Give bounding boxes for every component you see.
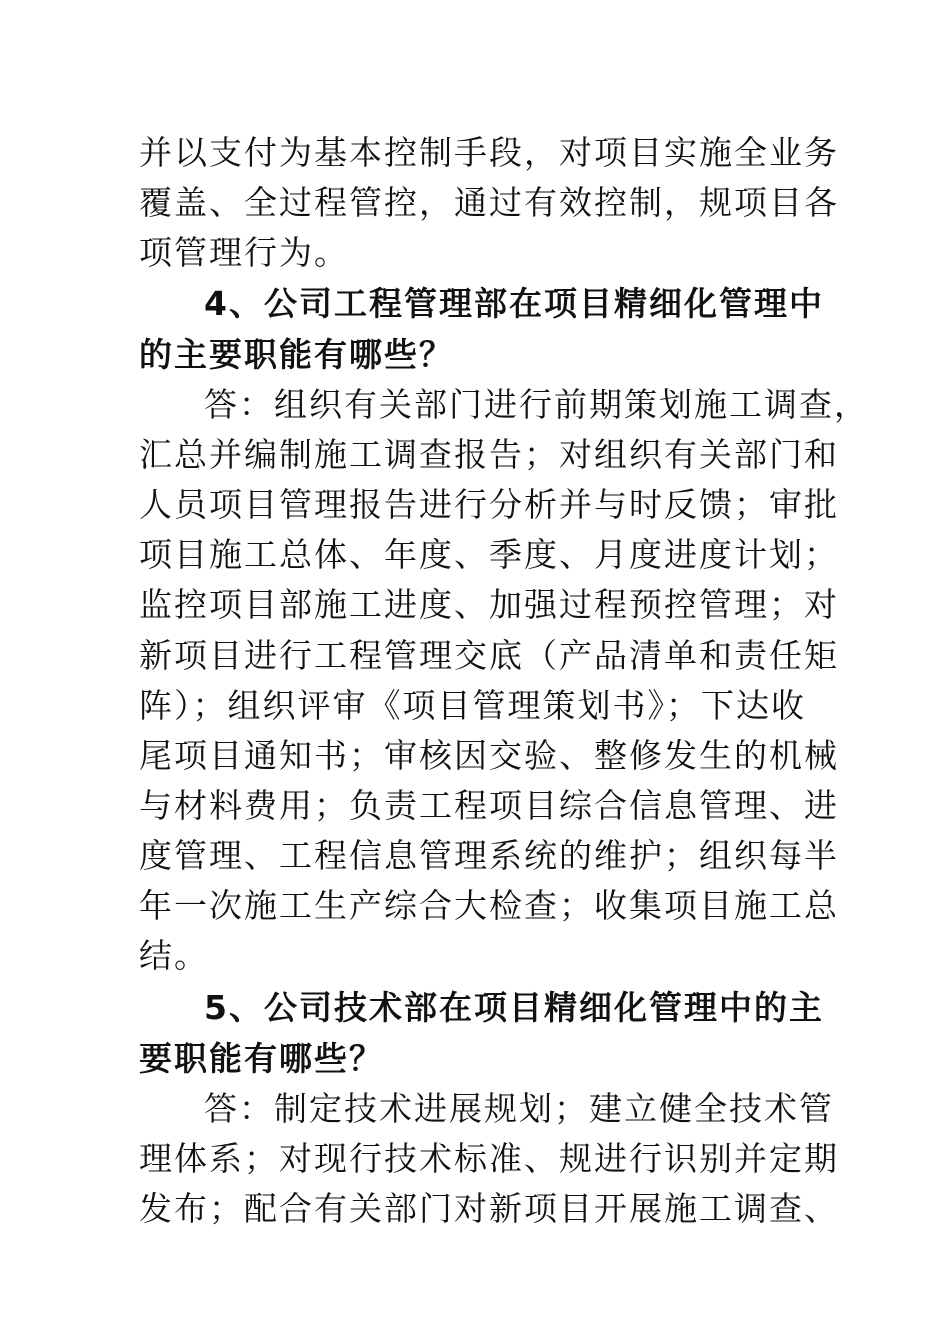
answer-text-line: 与材料费用；负责工程项目综合信息管理、进	[139, 786, 839, 825]
answer-text-line: 尾项目通知书；审核因交验、整修发生的机械	[139, 736, 839, 775]
body-text-line: 覆盖、全过程管控，通过有效控制，规项目各	[139, 183, 839, 222]
answer-text-line: 度管理、工程信息管理系统的维护；组织每半	[139, 836, 839, 875]
body-text-line: 项管理行为。	[139, 233, 349, 272]
question-heading-continued: 要职能有哪些？	[139, 1039, 384, 1078]
question-heading: 5、公司技术部在项目精细化管理中的主	[204, 988, 824, 1027]
answer-text-line: 发布；配合有关部门对新项目开展施工调查、	[139, 1189, 839, 1228]
answer-text-line: 阵）；组织评审《项目管理策划书》；下达收	[139, 686, 806, 725]
answer-text-line: 监控项目部施工进度、加强过程预控管理；对	[139, 585, 839, 624]
answer-text-line: 人员项目管理报告进行分析并与时反馈；审批	[139, 485, 839, 524]
answer-text-line: 年一次施工生产综合大检查；收集项目施工总	[139, 886, 839, 925]
answer-text-line: 理体系；对现行技术标准、规进行识别并定期	[139, 1139, 839, 1178]
answer-text-line: 结。	[139, 936, 209, 975]
answer-text-line: 项目施工总体、年度、季度、月度进度计划；	[139, 535, 839, 574]
body-text-line: 并以支付为基本控制手段，对项目实施全业务	[139, 133, 839, 172]
answer-text-line: 汇总并编制施工调查报告；对组织有关部门和	[139, 435, 839, 474]
answer-text-line: 答：制定技术进展规划；建立健全技术管	[204, 1089, 834, 1128]
answer-text-line: 新项目进行工程管理交底（产品清单和责任矩	[139, 636, 839, 675]
question-heading: 4、公司工程管理部在项目精细化管理中	[204, 284, 824, 323]
answer-text-line: 答：组织有关部门进行前期策划施工调查，	[204, 385, 869, 424]
question-heading-continued: 的主要职能有哪些？	[139, 335, 454, 374]
